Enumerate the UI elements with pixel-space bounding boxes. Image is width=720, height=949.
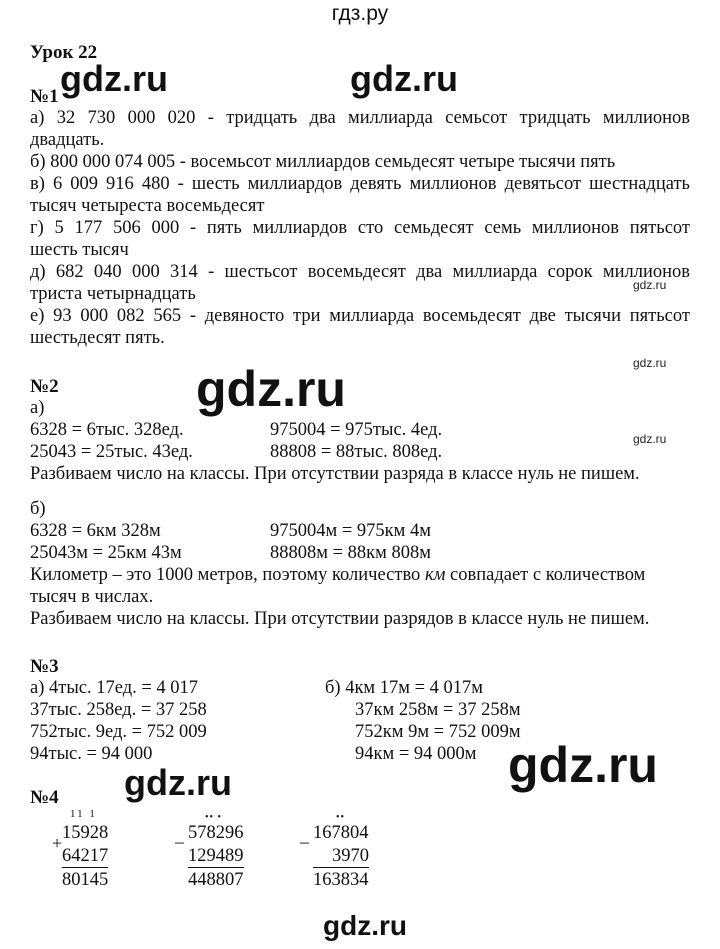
task1-heading: №1 xyxy=(30,86,59,107)
watermark-large: gdz.ru xyxy=(350,58,458,99)
task2-part-a-label: а) xyxy=(30,398,45,418)
task4-col3-borrow-marks: •• xyxy=(336,812,346,823)
site-title: гдз.ру xyxy=(331,2,389,25)
task3-left-4: 94тыс. = 94 000 xyxy=(30,744,153,764)
task4-col3-top: 167804 xyxy=(313,823,369,843)
task3-right-2: 37км 258м = 37 258м xyxy=(355,700,521,720)
task3-heading: №3 xyxy=(30,656,59,677)
task1-line: триста четырнадцать xyxy=(30,284,196,304)
task1-line: е) 93 000 082 565 - девяносто три миллиарда восемьдесят две тысячи пятьсот xyxy=(30,306,690,326)
task2-b-row1-left: 6328 = 6км 328м xyxy=(30,521,161,541)
task2-b-row2-right: 88808м = 88км 808м xyxy=(270,543,431,563)
task2-a-row2-right: 88808 = 88тыс. 808ед. xyxy=(270,442,443,462)
task4-col1-bottom: 64217 xyxy=(62,846,109,866)
task2-b-row1-right: 975004м = 975км 4м xyxy=(270,521,431,541)
task1-line: тысяч четыреста восемьдесят xyxy=(30,196,265,216)
task2-note-b1 xyxy=(30,564,645,586)
task3-right-3: 752км 9м = 752 009м xyxy=(355,722,521,742)
task2-note-b2: тысяч в числах. xyxy=(30,587,154,607)
task2-a-row2-left: 25043 = 25тыс. 43ед. xyxy=(30,442,193,462)
task1-line: шесть тысяч xyxy=(30,240,129,260)
task4-col3-minus-sign: _ xyxy=(300,825,309,845)
task3-right-1: б) 4км 17м = 4 017м xyxy=(325,678,483,698)
task4-col3-bottom: 3970 xyxy=(313,845,369,868)
task1-line: б) 800 000 074 005 - восемьсот миллиардов семьдесят четыре тысячи пять xyxy=(30,152,616,172)
task4-col1-plus-sign: + xyxy=(52,833,63,853)
task1-line: шестьдесят пять. xyxy=(30,328,165,348)
watermark-large: gdz.ru xyxy=(196,361,346,417)
task4-col2-borrow-marks: •• • xyxy=(205,812,223,823)
task4-col3-result: 163834 xyxy=(313,870,369,890)
task4-heading: №4 xyxy=(30,787,59,808)
task4-col2-bottom: 129489 xyxy=(188,846,244,866)
task2-note-b1-post: совпадает с количеством xyxy=(445,565,646,585)
watermark-small: gdz.ru xyxy=(633,278,667,292)
task1-body xyxy=(30,107,690,349)
watermark-small: gdz.ru xyxy=(633,356,667,370)
task4-col2-result: 448807 xyxy=(188,870,244,890)
task3-left-3: 752тыс. 9ед. = 752 009 xyxy=(30,722,207,742)
task1-line: г) 5 177 506 000 - пять миллиардов сто семьдесят семь миллионов пятьсот xyxy=(30,218,690,238)
task3-right-4: 94км = 94 000м xyxy=(355,744,477,764)
task2-a-row1-left: 6328 = 6тыс. 328ед. xyxy=(30,420,184,440)
watermark-small: gdz.ru xyxy=(633,432,667,446)
task4-col2-minus-sign: _ xyxy=(175,825,184,845)
task2-note-b3: Разбиваем число на классы. При отсутствии разрядов в классе нуль не пишем. xyxy=(30,609,650,629)
task2-a-row1-right: 975004 = 975тыс. 4ед. xyxy=(270,420,443,440)
lesson-title: Урок 22 xyxy=(30,42,98,63)
task1-line: в) 6 009 916 480 - шесть миллиардов девять миллионов девятьсот шестнадцать xyxy=(30,174,690,194)
watermark-large: gdz.ru xyxy=(508,737,658,793)
task4-col1-carry: 11 1 xyxy=(70,808,97,820)
task3-left-1: а) 4тыс. 17ед. = 4 017 xyxy=(30,678,199,698)
task4-col1-top: 15928 xyxy=(62,823,109,843)
task3-left-2: 37тыс. 258ед. = 37 258 xyxy=(30,700,207,720)
task1-line: д) 682 040 000 314 - шестьсот восемьдесят два миллиарда сорок миллионов xyxy=(30,262,690,282)
task2-note-a: Разбиваем число на классы. При отсутствии разряда в классе нуль не пишем. xyxy=(30,464,640,484)
task1-line: а) 32 730 000 020 - тридцать два миллиарда семьсот тридцать миллионов xyxy=(30,108,690,128)
task2-b-row2-left: 25043м = 25км 43м xyxy=(30,543,182,563)
task2-note-b1-pre: Километр – это 1000 метров, поэтому количество xyxy=(30,565,425,585)
task2-note-b1-em: км xyxy=(424,565,446,585)
task1-line: двадцать. xyxy=(30,130,105,150)
task4-col1-result: 80145 xyxy=(62,870,109,890)
watermark-large: gdz.ru xyxy=(323,910,407,941)
watermark-large: gdz.ru xyxy=(124,762,232,803)
task2-part-b-label: б) xyxy=(30,499,46,519)
watermark-large: gdz.ru xyxy=(60,58,168,99)
task2-heading: №2 xyxy=(30,376,59,397)
task4-col2-top: 578296 xyxy=(188,823,244,843)
